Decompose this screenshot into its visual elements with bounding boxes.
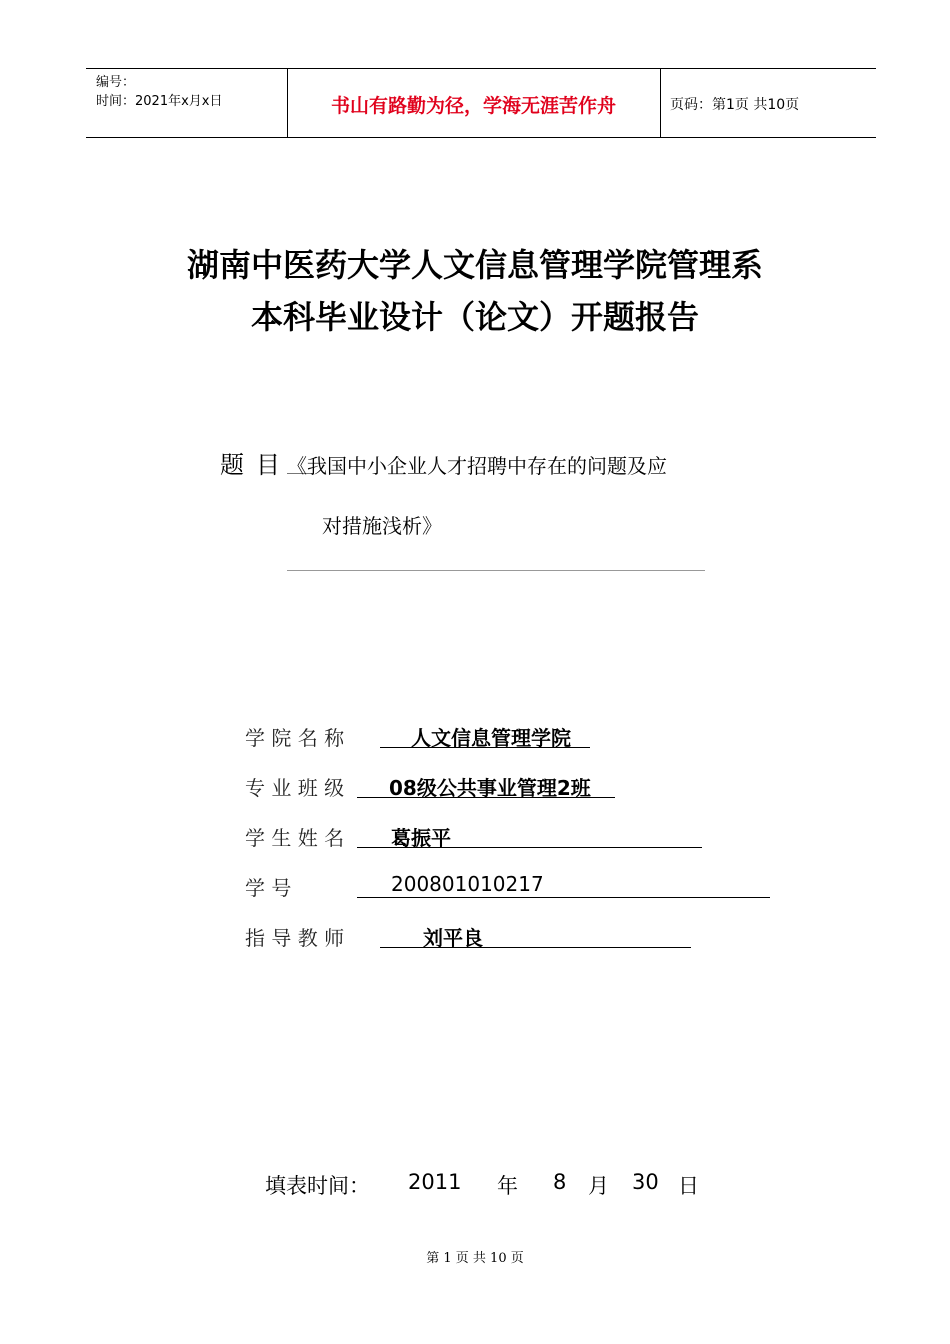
date-label: 填表时间： (265, 1174, 370, 1198)
major-field (245, 772, 625, 802)
date-day: 30 (632, 1170, 659, 1194)
date-year: 2011 (408, 1170, 462, 1194)
student-id-value: 200801010217 (391, 872, 544, 896)
advisor-value: 刘平良 (423, 926, 483, 950)
topic-label: 题目 (220, 451, 292, 479)
number-label: 编号： (96, 75, 136, 90)
header-page-info: 页码：第1页 共10页 (670, 97, 800, 113)
student-id-underline (357, 897, 770, 898)
major-value: 08级公共事业管理2班 (389, 776, 591, 800)
time-label: 时间：2021年x月x日 (96, 94, 223, 109)
header-motto: 书山有路勤为径，学海无涯苦作舟 (330, 95, 616, 117)
major-underline (357, 797, 615, 798)
date-month: 8 (553, 1170, 567, 1194)
college-label: 学 院 名 称 (245, 726, 345, 750)
header-meta (96, 73, 222, 111)
page-footer: 第 1 页 共 10 页 (426, 1251, 524, 1266)
header-table (86, 68, 876, 138)
student-id-label: 学 号 (245, 876, 292, 900)
topic-text-line1: 《我国中小企业人才招聘中存在的问题及应 (287, 454, 667, 478)
topic-text-line2: 对措施浅析》 (322, 514, 442, 538)
student-name-underline (357, 847, 702, 848)
student-name-label: 学 生 姓 名 (245, 826, 345, 850)
college-value: 人文信息管理学院 (411, 726, 571, 750)
report-title-line1: 湖南中医药大学人文信息管理学院管理系 (186, 246, 763, 284)
college-underline (380, 747, 590, 748)
college-field (245, 722, 605, 752)
advisor-label: 指 导 教 师 (245, 926, 345, 950)
student-name-field (245, 822, 705, 852)
report-title-line2: 本科毕业设计（论文）开题报告 (250, 298, 699, 336)
advisor-underline (380, 947, 691, 948)
date-year-unit: 年 (497, 1174, 518, 1198)
date-day-unit: 日 (678, 1174, 699, 1198)
student-id-field (245, 872, 775, 902)
advisor-field (245, 922, 695, 952)
header-divider (660, 69, 661, 137)
topic-rule (287, 570, 705, 571)
major-label: 专 业 班 级 (245, 776, 345, 800)
date-month-unit: 月 (588, 1174, 609, 1198)
student-name-value: 葛振平 (391, 826, 451, 850)
